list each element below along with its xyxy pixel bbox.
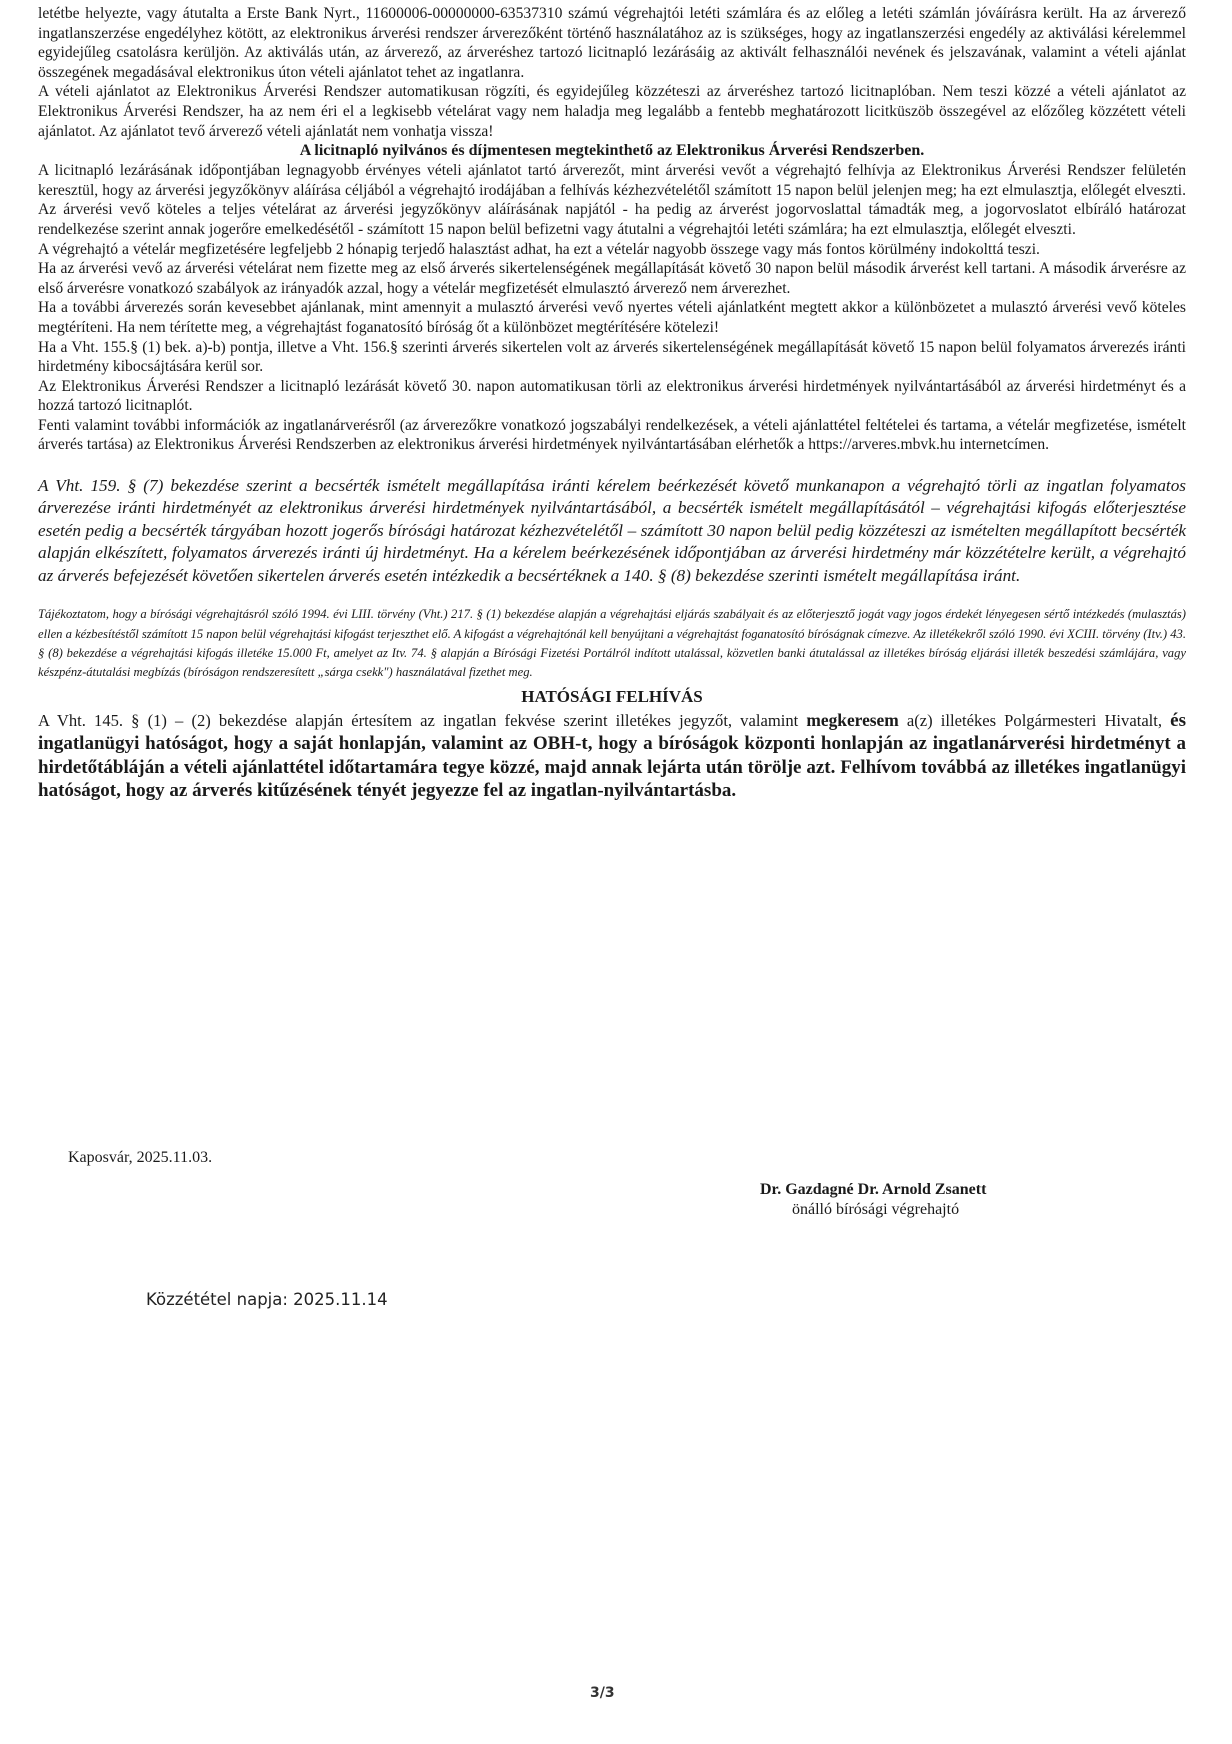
authority-notice-part1: A Vht. 145. § (1) – (2) bekezdése alapján értesítem az ingatlan fekvése szerint illetékes jegyzőt, valamint xyxy=(38,710,807,730)
paragraph-legal-remedy: Tájékoztatom, hogy a bírósági végrehajtásról szóló 1994. évi LIII. törvény (Vht.) 217. § (1) bekezdése alapján a végrehajtási eljárás szabályait és az előterjesztő jogát vagy jogos érdekét lényegesen sértő intézkedés (mulasztás) ellen a kézbesítéstől számított 15 napon belül végrehajtási kifogást terjeszthet elő. A kifogást a végrehajtónál kell benyújtani a végrehajtást foganatosító bíróságnak címezve. Az illetékekről szóló 1990. évi XCIII. törvény (Itv.) 43. § (8) bekezdése a végrehajtási kifogás illetéke 15.000 Ft, amelyet az Itv. 74. § alapján a Bírósági Fizetési Portálról indított utalással, közvetlen banki átutalással az illetékes bíróság eljárási illeték beszedési számlájára, vagy készpénz-átutalási megbízás (bíróságon rendszeresített „sárga csekk") használatával fizethet meg. xyxy=(38,607,1186,680)
paragraph-buyer-call: A licitnapló lezárásának időpontjában legnagyobb érvényes vételi ajánlatot tartó árverezőt, mint árverési vevőt a végrehajtó felhívja az Elektronikus Árverési Rendszer felületén keresztül, hogy az árverési jegyzőkönyv aláírása céljából a végrehajtó irodájában a felhívás kézhezvételétől számított 15 napon belül jelenjen meg; ha ezt elmulasztja, előlegét elveszti. Az árverési vevő köteles a teljes vételárat az árverési jegyzőkönyv aláírásának napjától - ha pedig az árverést jogorvoslattal támadták meg, a jogorvoslatot elbíráló határozat rendelkezése szerint annak jogerőre emelkedésétől - számított 15 napon belül befizetni vagy átutalni a végrehajtói letéti számlára; ha ezt elmulasztja, előlegét elveszti. xyxy=(38,162,1186,238)
paragraph-deletion: Az Elektronikus Árverési Rendszer a licitnapló lezárását követő 30. napon automatikusan törli az elektronikus árverési hirdetmények nyilvántartásából az árverési hirdetményt és a hozzá tartozó licitnaplót. xyxy=(38,377,1186,415)
signatory-title: önálló bírósági végrehajtó xyxy=(792,1201,960,1218)
authority-notice-part4: és ingatlanügyi hatóságot, hogy a saját honlapján, valamint az OBH-t, hogy a bíróságok központi honlapján az ingatlanárverési hirdetményt a hirdetőtábláján a vételi ajánlattétel időtartamára tegye közzé, majd annak lejárta után törölje azt. Felhívom továbbá az illetékes ingatlanügyi hatóságot, hogy az árverés kitűzésének tényét jegyezze fel az ingatlan-nyilvántartásba. xyxy=(38,709,1186,801)
publication-date: Közzététel napja: 2025.11.14 xyxy=(146,1290,388,1309)
signature-block xyxy=(760,1180,986,1220)
paragraph-bid-recording: A vételi ajánlatot az Elektronikus Árverési Rendszer automatikusan rögzíti, és egyidejűleg közzéteszi az árveréshez tartozó licitnaplóban. Nem teszi közzé a vételi ajánlatot az Elektronikus Árverési Rendszer, ha az nem éri el a legkisebb vételárat vagy nem haladja meg legalább a fentebb meghatározott licitküszöb összegével az előzőleg közzétett vételi ajánlatot. Az ajánlatot tevő árverező vételi ajánlatát nem vonhatja vissza! xyxy=(38,83,1186,140)
authority-notice-part3: a(z) illetékes Polgármesteri Hivatalt, xyxy=(898,710,1171,730)
authority-notice-part2: megkeresem xyxy=(806,709,899,730)
paragraph-second-auction: Ha az árverési vevő az árverési vételárat nem fizette meg az első árverés sikertelenségének megállapítását követő 30 napon belül második árverést kell tartani. A második árverésre az első árverésre vonatkozó szabályok az irányadók azzal, hogy a vételár megfizetését elmulasztó árverező nem árverezhet. xyxy=(38,260,1186,297)
bid-log-heading: A licitnapló nyilvános és díjmentesen megtekinthető az Elektronikus Árverési Rendszerben. xyxy=(299,142,925,160)
paragraph-deposit: letétbe helyezte, vagy átutalta a Erste Bank Nyrt., 11600006-00000000-63537310 számú végrehajtói letéti számlára és az előleg a letéti számlán jóváírásra került. Ha az árverező ingatlanszerzése engedélyhez kötött, az elektronikus árverési rendszer árverezőként történő használatához az is szükséges, hogy az ingatlanszerzési engedély az aktiválási kérelemmel egyidejűleg csatolásra kerüljön. Az aktiválás után, az árverező, az árveréshez tartozó licitnapló lezárásáig az aktivált felhasználói nevének és jelszavának, valamint a vételi ajánlat összegének megadásával elektronikus úton vételi ajánlatot tehet az ingatlanra. xyxy=(38,5,1186,81)
signatory-name: Dr. Gazdagné Dr. Arnold Zsanett xyxy=(760,1181,987,1198)
authority-notice xyxy=(38,709,1186,803)
paragraph-further-info: Fenti valamint további információk az ingatlanárverésről (az árverezőkre vonatkozó jogszabályi rendelkezések, a vételi ajánlattétel feltételei és tartama, a vételár megfizetése, ismételt árverés tartása) az Elektronikus Árverési Rendszerben az elektronikus árverési hirdetmények nyilvántartásában elérhetők a https://arveres.mbvk.hu internetcímen. xyxy=(38,416,1186,454)
paragraph-continuous-auction: Ha a Vht. 155.§ (1) bek. a)-b) pontja, illetve a Vht. 156.§ szerinti árverés sikertelen volt az árverés sikertelenségének megállapítását követő 15 napon belül folyamatos árverezés iránti hirdetmény kibocsájtására kerül sor. xyxy=(38,338,1186,376)
authority-heading: HATÓSÁGI FELHÍVÁS xyxy=(521,686,703,706)
place-date: Kaposvár, 2025.11.03. xyxy=(68,1149,213,1166)
document-page xyxy=(38,4,1186,802)
paragraph-payment-deferral: A végrehajtó a vételár megfizetésére legfeljebb 2 hónapig terjedő halasztást adhat, ha ezt a vételár nagyobb összege vagy más fontos körülmény indokolttá teszi. xyxy=(38,240,1040,258)
paragraph-vht-159: A Vht. 159. § (7) bekezdése szerint a becsérték ismételt megállapítása iránti kérelem beérkezését követő munkanapon a végrehajtó törli az ingatlan folyamatos árverezése iránti hirdetményét az elektronikus árverési hirdetmények nyilvántartásából, a becsérték ismételt megállapításától – végrehajtási kifogás előterjesztése esetén pedig a becsérték tárgyában hozott jogerős bírósági határozat kézhezvételétől – számított 30 napon belül pedig közzéteszi az ismételten megállapított becsérték alapján elkészített, folyamatos árverezés iránti új hirdetményt. Ha a kérelem beérkezésének időpontjában az árverési hirdetmény már közzétételre került, a végrehajtó az árverés befejezését követően sikertelen árverés esetén intézkedik a becsértéknek a 140. § (8) bekezdése szerinti ismételt megállapítása iránt. xyxy=(38,476,1186,585)
paragraph-difference: Ha a további árverezés során kevesebbet ajánlanak, mint amennyit a mulasztó árverési vevő nyertes vételi ajánlatként megtett akkor a különbözetet a mulasztó árverési vevő köteles megtéríteni. Ha nem térítette meg, a végrehajtást foganatosító bíróság őt a különbözet megtérítésére kötelezi! xyxy=(38,299,1186,336)
page-number: 3/3 xyxy=(590,1685,615,1701)
